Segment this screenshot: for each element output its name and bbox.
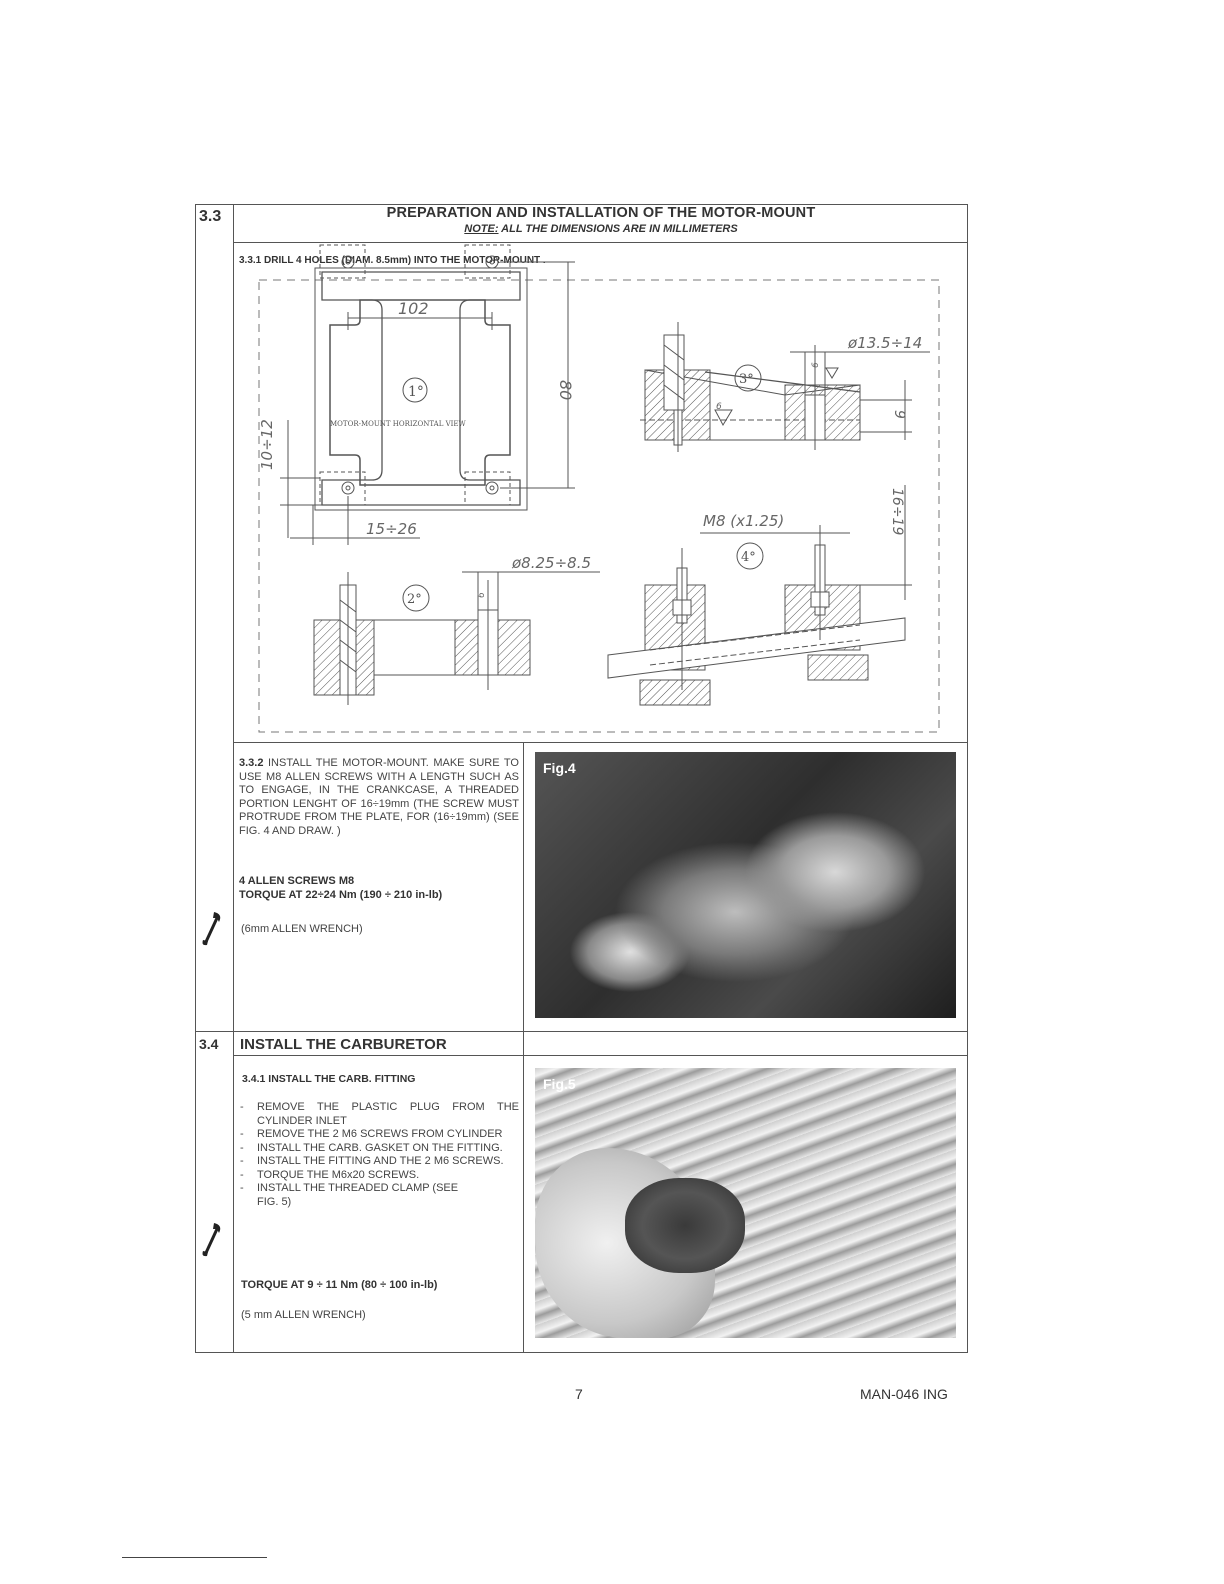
motor-mount-drawing <box>0 0 1224 760</box>
page-number: 7 <box>575 1386 583 1402</box>
figure-5-label: Fig.5 <box>543 1076 576 1092</box>
torque-spec-3-3: TORQUE AT 22÷24 Nm (190 ÷ 210 in-lb) <box>239 889 443 901</box>
list-item: - REMOVE THE PLASTIC PLUG FROM THE CYLINDER INLET <box>240 1101 519 1128</box>
dim-102: 102 <box>398 299 429 318</box>
tool-spec-3-4: (5 mm ALLEN WRENCH) <box>241 1309 366 1321</box>
section-title: PREPARATION AND INSTALLATION OF THE MOTOR-MOUNT <box>386 205 816 221</box>
step-marker-2: 2° <box>407 592 422 607</box>
list-item: - TORQUE THE M6x20 SCREWS. <box>240 1169 519 1183</box>
dim-80: 80 <box>556 380 575 401</box>
document-code: MAN-046 ING <box>860 1386 948 1402</box>
figure-4-photo <box>535 752 956 1018</box>
section-3-4-title: INSTALL THE CARBURETOR <box>240 1036 447 1053</box>
dim-6b: 6 <box>811 362 821 368</box>
dim-15-26: 15÷26 <box>366 520 417 538</box>
step-3-3-2-body: INSTALL THE MOTOR-MOUNT. MAKE SURE TO USE M8 ALLEN SCREWS WITH A LENGTH SUCH AS TO ENGAGE, IN THE CRANKCASE, A THREADED PORTION LENGHT OF 16÷19mm (THE SCREW MUST PROTRUDE FROM THE PLATE, FOR (16÷19mm) (SEE FIG. 4 AND DRAW. ) <box>239 757 519 837</box>
step-marker-3: 3° <box>739 372 754 387</box>
screws-spec: 4 ALLEN SCREWS M8 <box>239 875 355 887</box>
section-number-3-4: 3.4 <box>199 1036 219 1052</box>
step-marker-1: 1° <box>408 384 424 400</box>
note-text: ALL THE DIMENSIONS ARE IN MILLIMETERS <box>498 223 738 235</box>
dim-6c: 6 <box>477 592 487 598</box>
dim-9: 9 <box>891 410 907 419</box>
note-label: NOTE: <box>464 223 499 235</box>
list-item: - INSTALL THE CARB. GASKET ON THE FITTING. <box>240 1142 519 1156</box>
step-3-4-1: 3.4.1 INSTALL THE CARB. FITTING <box>242 1073 416 1085</box>
list-item: - INSTALL THE THREADED CLAMP (SEE FIG. 5) <box>240 1182 477 1209</box>
step-marker-4: 4° <box>741 550 756 565</box>
dim-drill-diameter: ø8.25÷8.5 <box>512 554 591 572</box>
dim-counterbore-diameter: ø13.5÷14 <box>848 334 923 352</box>
step-3-3-1: 3.3.1 DRILL 4 HOLES (DIAM. 8.5mm) INTO THE MOTOR-MOUNT . <box>239 255 546 266</box>
fitting-shape <box>625 1178 745 1273</box>
step-3-3-2-text <box>239 757 519 838</box>
step-3-3-2-label: 3.3.2 <box>239 757 264 769</box>
carb-steps-list <box>240 1101 519 1209</box>
torque-spec-3-4: TORQUE AT 9 ÷ 11 Nm (80 ÷ 100 in-lb) <box>241 1279 438 1291</box>
tool-spec-3-3: (6mm ALLEN WRENCH) <box>241 923 363 935</box>
view-1-horizontal <box>280 244 575 545</box>
wrench-icon <box>201 910 225 946</box>
dim-10-12: 10÷12 <box>258 419 276 470</box>
view-label: MOTOR-MOUNT HORIZONTAL VIEW <box>330 420 466 428</box>
list-item: - INSTALL THE FITTING AND THE 2 M6 SCREWS. <box>240 1155 519 1169</box>
section-number-3-3: 3.3 <box>199 208 222 225</box>
footnote-rule <box>122 1557 267 1558</box>
dim-16-19: 16÷19 <box>889 488 905 536</box>
wrench-icon <box>201 1221 225 1257</box>
list-item: - REMOVE THE 2 M6 SCREWS FROM CYLINDER <box>240 1128 519 1142</box>
thread-spec: M8 (x1.25) <box>703 512 785 530</box>
view-2-drilling <box>314 572 600 705</box>
figure-4-label: Fig.4 <box>543 760 576 776</box>
dim-6a: 6 <box>716 402 722 412</box>
figure-5-photo <box>535 1068 956 1338</box>
